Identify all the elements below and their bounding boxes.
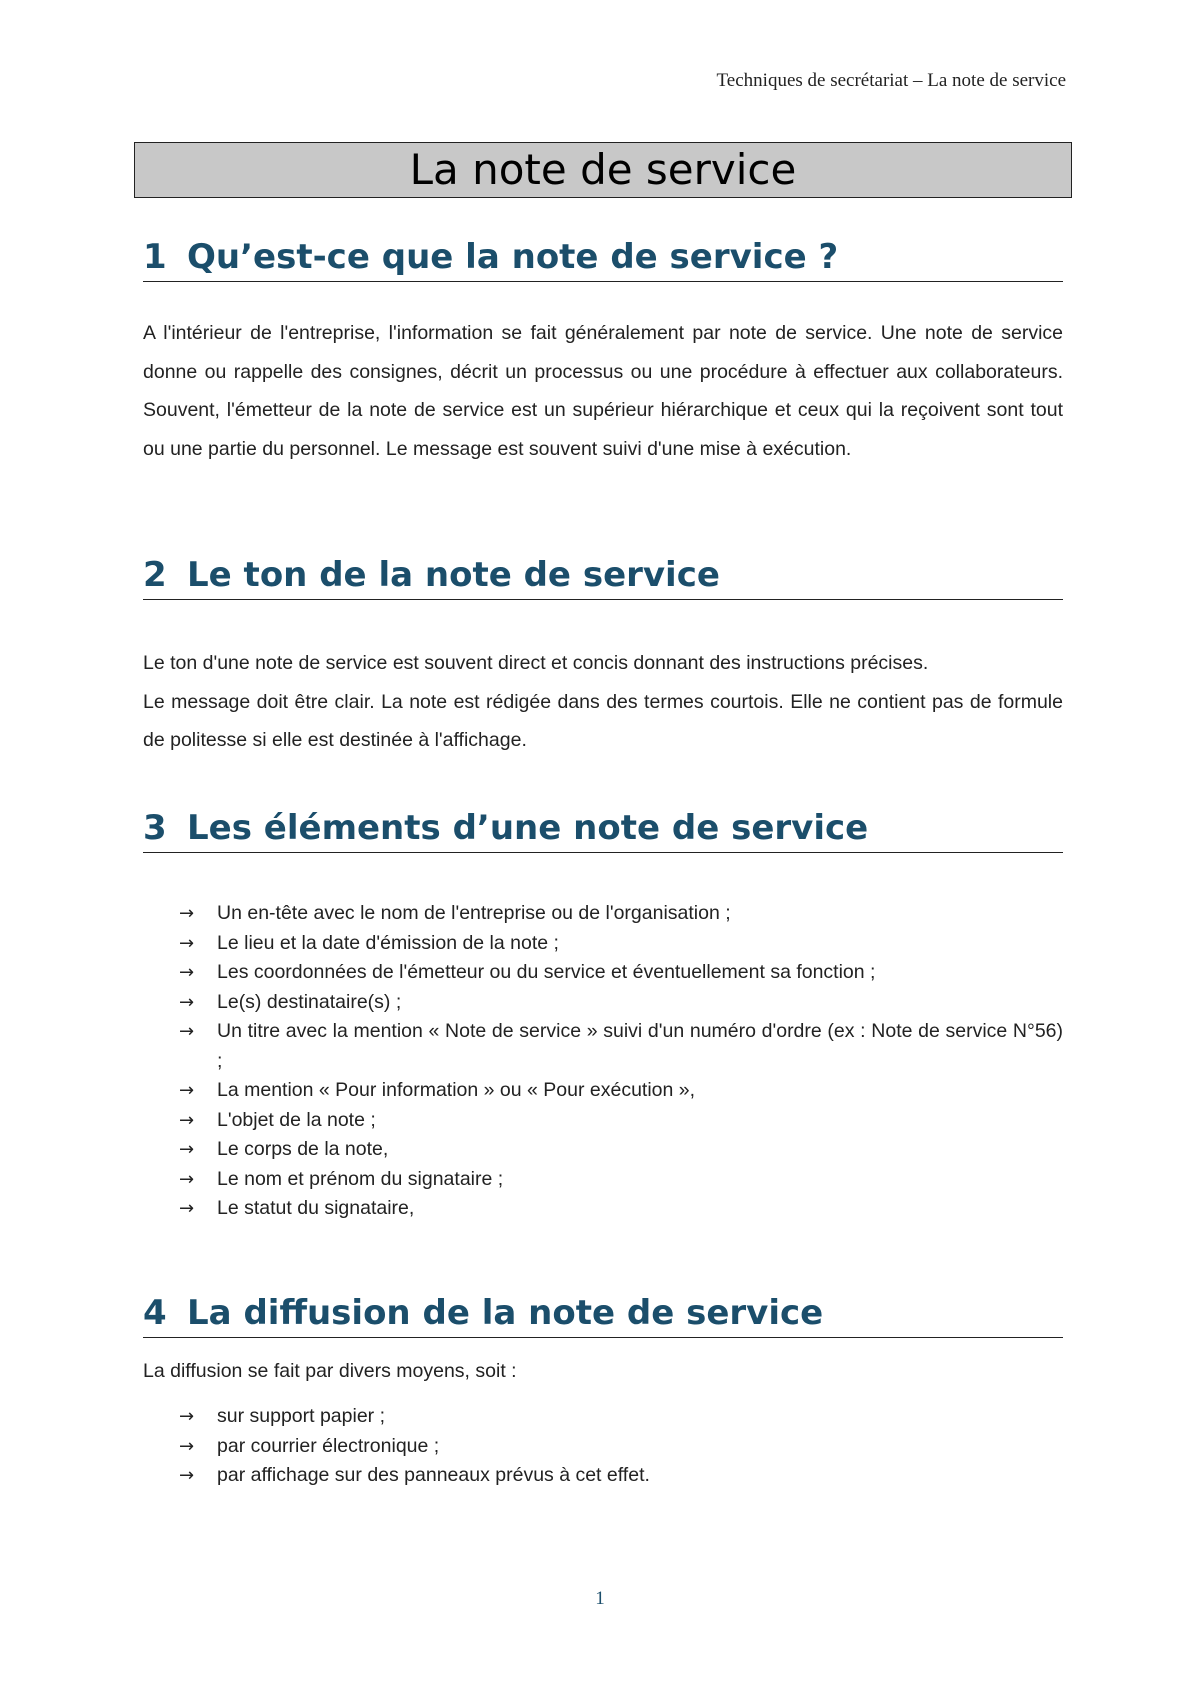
section-title: Le ton de la note de service [187,555,720,595]
list-item [143,1106,1063,1136]
arrow-right-icon: → [179,1465,195,1486]
list-item [143,1432,1063,1462]
section-1 [143,237,1063,468]
list-item [143,899,1063,929]
section-heading [143,237,1063,282]
section-intro: La diffusion se fait par divers moyens, soit : [143,1360,517,1382]
list-item-text: par courrier électronique ; [217,1434,440,1457]
elements-list [143,899,1063,1224]
arrow-right-icon: → [179,1109,195,1131]
list-item-text: Le lieu et la date d'émission de la note ; [217,931,559,954]
arrow-right-icon: → [179,1139,195,1160]
arrow-right-icon: → [179,903,195,924]
arrow-right-icon: → [179,1435,195,1457]
section-heading [143,555,1063,600]
arrow-right-icon: → [179,1198,195,1219]
list-item-text: Les coordonnées de l'émetteur ou du service et éventuellement sa fonction ; [217,961,876,983]
page-number: 1 [595,1588,605,1609]
list-item-text: Un en-tête avec le nom de l'entreprise ou de l'organisation ; [217,902,731,924]
section-paragraph: Le message doit être clair. La note est rédigée dans des termes courtois. Elle ne contient pas de formule de politesse si elle est destinée à l'affichage. [143,690,1063,751]
arrow-right-icon: → [179,1080,195,1101]
section-title: Les éléments d’une note de service [187,808,869,848]
section-heading [143,1293,1063,1338]
diffusion-list [143,1402,1063,1491]
section-paragraph-line: Le ton d'une note de service est souvent direct et concis donnant des instructions précises. [143,652,929,674]
list-item [143,1076,1063,1106]
arrow-right-icon: → [179,932,195,954]
list-item-text: Le statut du signataire, [217,1197,415,1219]
list-item-text: sur support papier ; [217,1405,386,1427]
list-item-text: L'objet de la note ; [217,1108,376,1131]
list-item [143,1402,1063,1432]
list-item-text: La mention « Pour information » ou « Pour exécution », [217,1079,696,1101]
arrow-right-icon: → [179,991,195,1013]
list-item [143,1165,1063,1195]
arrow-right-icon: → [179,1021,195,1042]
section-title: Qu’est-ce que la note de service ? [187,237,839,277]
list-item-text: Le corps de la note, [217,1138,389,1160]
arrow-right-icon: → [179,1406,195,1427]
list-item [143,1135,1063,1165]
document-title: La note de service [134,142,1072,198]
section-number: 3 [143,808,167,848]
arrow-right-icon: → [179,962,195,983]
list-item-text: Un titre avec la mention « Note de service » suivi d'un numéro d'ordre (ex : Note de service N°56) ; [217,1020,1063,1072]
section-number: 1 [143,237,167,277]
list-item [143,1017,1063,1076]
list-item-text: Le(s) destinataire(s) ; [217,990,402,1013]
section-number: 4 [143,1293,167,1333]
running-header: Techniques de secrétariat – La note de service [716,70,1066,91]
section-3 [143,808,1063,1224]
section-2 [143,555,1063,760]
list-item [143,1461,1063,1491]
list-item [143,929,1063,959]
list-item-text: par affichage sur des panneaux prévus à cet effet. [217,1464,650,1486]
list-item-text: Le nom et prénom du signataire ; [217,1167,504,1190]
list-item [143,1194,1063,1224]
section-heading [143,808,1063,853]
list-item [143,958,1063,988]
section-paragraph: A l'intérieur de l'entreprise, l'information se fait généralement par note de service. Une note de service donne ou rappelle des consignes, décrit un processus ou une procédure à effectuer aux collaborateurs. Souvent, l'émetteur de la note de service est un supérieur hiérarchique et ceux qui la reçoivent sont tout ou une partie du personnel. Le message est souvent suivi d'une mise à exécution. [143,322,1063,460]
section-4 [143,1293,1063,1491]
section-number: 2 [143,555,167,595]
list-item [143,988,1063,1018]
arrow-right-icon: → [179,1168,195,1190]
section-title: La diffusion de la note de service [187,1293,824,1333]
